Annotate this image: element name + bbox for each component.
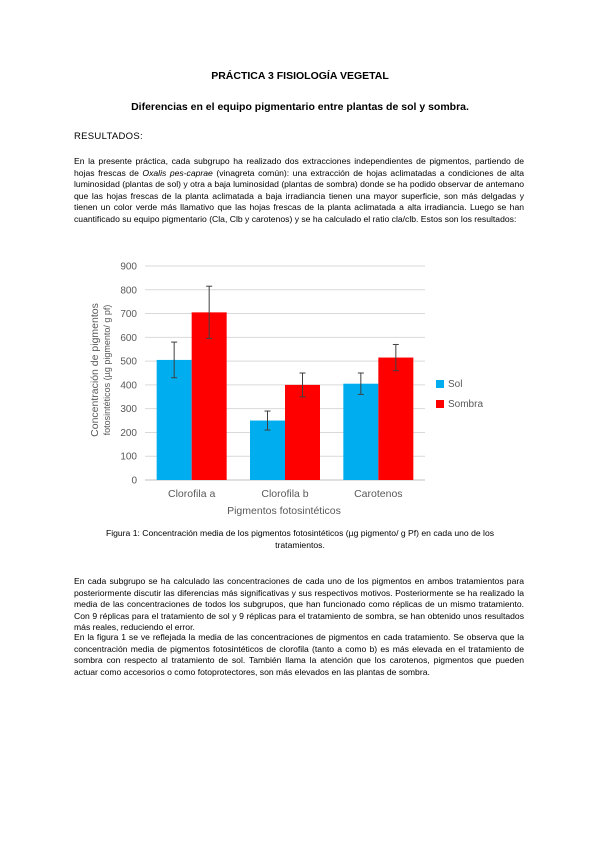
x-tick-label: Clorofila a bbox=[168, 488, 216, 500]
y-axis-label-line1: Concentración de pigmentos bbox=[89, 303, 101, 437]
y-tick-label: 900 bbox=[120, 261, 137, 273]
y-tick-label: 500 bbox=[120, 356, 137, 368]
y-axis-ticks bbox=[120, 262, 137, 487]
x-axis-ticks bbox=[168, 488, 403, 500]
y-axis-label-line2: fotosintéticos (µg pigmento/ g pf) bbox=[102, 304, 112, 436]
intro-paragraph bbox=[74, 156, 524, 226]
legend-swatch-sol bbox=[436, 380, 444, 388]
legend-label-sol: Sol bbox=[448, 379, 463, 390]
y-tick-label: 200 bbox=[120, 427, 137, 439]
legend-swatch-sombra bbox=[436, 400, 444, 408]
methods-paragraph: En cada subgrupo se ha calculado las concentraciones de cada uno de los pigmentos en ambos tratamientos para posteriormente discutir las diferencias más significativas y sus respectivos motivos. Posteriormente se ha realizado la media de las concentraciones de todos los subgrupos, que han funcionado como réplicas de un mismo tratamiento. Con 9 réplicas para el tratamiento de sol y 9 réplicas para el tratamiento de sombra, se han obtenido unos resultados más reales, reduciendo el error. bbox=[74, 576, 524, 633]
y-tick-label: 0 bbox=[131, 475, 137, 487]
discussion-paragraph: En la figura 1 se ve reflejada la media de las concentraciones de pigmentos en cada tratamiento. Se observa que la concentración media de pigmentos fotosintéticos de clorofila (tanto a como b) es más elevada en el tratamiento de sombra con respecto al tratamiento de sol. También llama la atención que los carotenos, pigmentos que pueden actuar como accesorios o como fotoprotectores, son más elevados en las plantas de sombra. bbox=[74, 632, 524, 677]
y-tick-label: 700 bbox=[120, 309, 137, 321]
document-title: PRÁCTICA 3 FISIOLOGÍA VEGETAL bbox=[211, 70, 389, 82]
results-heading: RESULTADOS: bbox=[74, 131, 143, 142]
y-tick-label: 300 bbox=[120, 404, 137, 416]
x-axis-label: Pigmentos fotosintéticos bbox=[227, 505, 341, 517]
intro-text-end: (vinagreta común): una extracción de hojas aclimatadas a condiciones de alta luminosidad (plantas de sol) y otra a baja luminosidad (plantas de sombra) donde se ha podido observar de antemano que las hojas frescas de la planta aclimatada a baja irradiancia tienen una mayor superficie, son más delgadas y tienen un color verde más llamativo que las hojas frescas de la planta aclimatada a alta irradiancia. Luego se han cuantificado su equipo pigmentario (Cla, Clb y carotenos) y se ha calculado el ratio cla/clb. Estos son los resultados: bbox=[74, 167, 525, 224]
y-tick-label: 600 bbox=[120, 332, 137, 344]
document-subtitle: Diferencias en el equipo pigmentario entre plantas de sol y sombra. bbox=[131, 101, 469, 113]
x-tick-label: Clorofila b bbox=[261, 488, 309, 500]
y-tick-label: 400 bbox=[120, 380, 137, 392]
intro-text-start: En la presente práctica, cada subgrupo ha realizado dos extracciones independientes de pigmentos, partiendo de hojas frescas de bbox=[74, 156, 524, 178]
bar-sombra-1 bbox=[285, 385, 320, 480]
x-tick-label: Carotenos bbox=[354, 488, 403, 500]
chart-legend bbox=[436, 379, 483, 410]
figure-caption: Figura 1: Concentración media de los pigmentos fotosintéticos (µg pigmento/ g Pf) en cada uno de los tratamientos. bbox=[105, 528, 495, 550]
y-tick-label: 100 bbox=[120, 451, 137, 463]
bar-sombra-2 bbox=[378, 358, 413, 480]
legend-label-sombra: Sombra bbox=[448, 399, 484, 410]
bar-sol-2 bbox=[343, 384, 378, 480]
pigment-bar-chart bbox=[70, 252, 484, 522]
y-tick-label: 800 bbox=[120, 285, 137, 297]
species-name: Oxalis pes-caprae bbox=[142, 167, 213, 178]
